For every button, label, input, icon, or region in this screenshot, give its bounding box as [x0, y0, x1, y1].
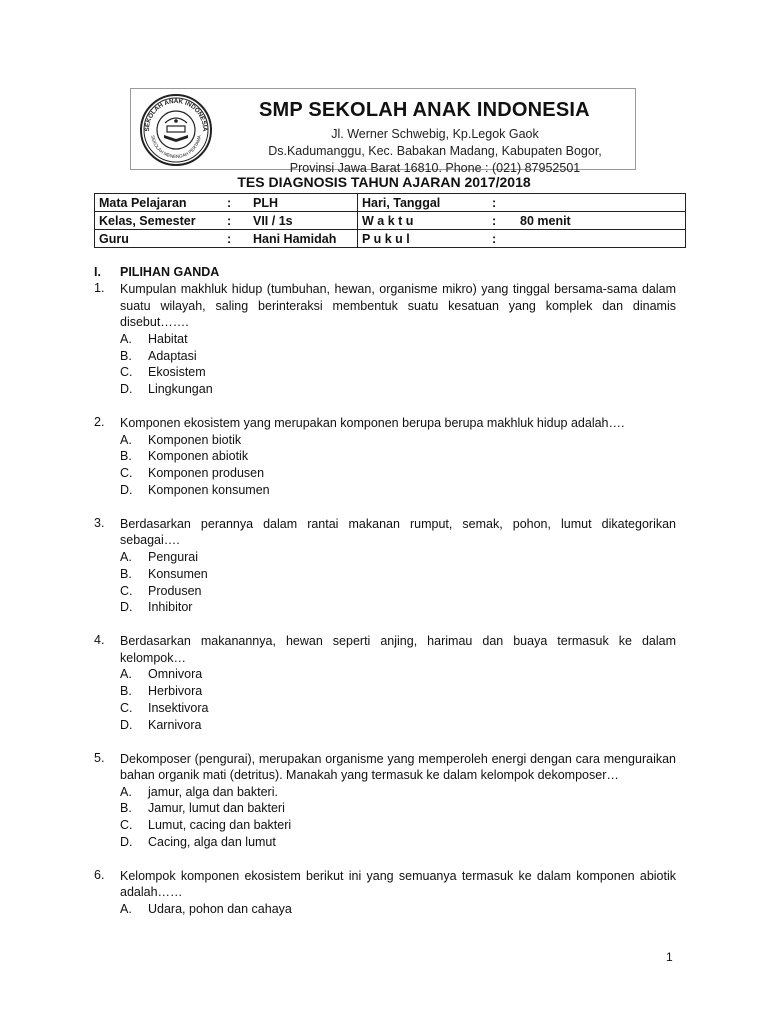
question-item [94, 516, 676, 616]
option-text: Adaptasi [148, 348, 197, 363]
option-text: Lingkungan [148, 382, 213, 397]
option-text: Udara, pohon dan cahaya [148, 902, 292, 917]
option-letter: C. [120, 365, 133, 380]
option-letter: D. [120, 382, 133, 397]
option-letter: C. [120, 583, 133, 598]
option-letter: B. [120, 566, 132, 581]
colon: : [223, 230, 249, 248]
option-text: Herbivora [148, 684, 203, 699]
option [120, 432, 676, 449]
section-heading [94, 265, 219, 279]
subject-label: Mata Pelajaran [95, 194, 224, 212]
option-text: Komponen produsen [148, 466, 265, 481]
question-number: 5. [94, 750, 105, 765]
option-letter: A. [120, 432, 132, 447]
address-line-1: Jl. Werner Schwebig, Kp.Legok Gaok [331, 127, 539, 141]
option-list [120, 666, 676, 733]
option-letter: D. [120, 835, 133, 850]
question-text: Dekomposer (pengurai), merupakan organisme yang memperoleh energi dengan cara menguraikan bahan organik mati (detritus). Manakah yang termasuk ke dalam kelompok dekomposer… [120, 751, 676, 783]
option [120, 583, 676, 600]
option-text: Produsen [148, 583, 202, 598]
colon: : [223, 194, 249, 212]
option [120, 834, 676, 851]
svg-text:SEKOLAH ANAK INDONESIA: SEKOLAH ANAK INDONESIA [143, 97, 209, 132]
option [120, 331, 676, 348]
option [120, 901, 676, 918]
option-text: Insektivora [148, 700, 209, 715]
question-item [94, 633, 676, 733]
option [120, 465, 676, 482]
option-text: Pengurai [148, 549, 199, 564]
info-row [95, 194, 686, 212]
option-text: Komponen biotik [148, 432, 242, 447]
teacher-value: Hani Hamidah [249, 230, 358, 248]
option-list [120, 432, 676, 499]
option-list [120, 331, 676, 398]
option [120, 381, 676, 398]
colon: : [488, 230, 516, 248]
option [120, 683, 676, 700]
question-number: 6. [94, 867, 105, 882]
section-title: PILIHAN GANDA [120, 265, 220, 279]
option [120, 482, 676, 499]
option [120, 784, 676, 801]
option [120, 800, 676, 817]
time-label: P u k u l [358, 230, 489, 248]
option-letter: D. [120, 717, 133, 732]
date-value [516, 194, 686, 212]
option [120, 348, 676, 365]
date-label: Hari, Tanggal [358, 194, 489, 212]
option-text: Habitat [148, 331, 188, 346]
question-item [94, 751, 676, 851]
option-text: jamur, alga dan bakteri. [148, 784, 278, 799]
option-text: Ekosistem [148, 365, 206, 380]
option-text: Cacing, alga dan lumut [148, 835, 276, 850]
duration-value: 80 menit [516, 212, 686, 230]
option [120, 448, 676, 465]
option-letter: B. [120, 449, 132, 464]
option-letter: C. [120, 818, 133, 833]
option-letter: C. [120, 466, 133, 481]
option [120, 700, 676, 717]
option-letter: B. [120, 684, 132, 699]
class-value: VII / 1s [249, 212, 358, 230]
school-header [130, 88, 636, 175]
question-text: Kumpulan makhluk hidup (tumbuhan, hewan, organisme mikro) yang tinggal bersama-sama dalam suatu wilayah, saling berinteraksi membentuk suatu kesatuan yang komplek dan dinamis disebut……. [120, 282, 676, 330]
option-letter: B. [120, 348, 132, 363]
option-text: Komponen konsumen [148, 482, 270, 497]
colon: : [488, 194, 516, 212]
colon: : [223, 212, 249, 230]
class-label: Kelas, Semester [95, 212, 224, 230]
option-letter: A. [120, 784, 132, 799]
option-list [120, 549, 676, 616]
time-value [516, 230, 686, 248]
question-text: Komponen ekosistem yang merupakan komponen berupa berupa makhluk hidup adalah…. [120, 415, 625, 430]
option-letter: A. [120, 902, 132, 917]
address-line-2: Ds.Kadumanggu, Kec. Babakan Madang, Kabupaten Bogor, [268, 144, 602, 158]
option-list [120, 784, 676, 851]
exam-info-table [94, 193, 686, 248]
option [120, 599, 676, 616]
option-letter: D. [120, 600, 133, 615]
question-number: 2. [94, 414, 105, 429]
question-item [94, 415, 676, 499]
exam-title: TES DIAGNOSIS TAHUN AJARAN 2017/2018 [237, 174, 531, 190]
option-text: Jamur, lumut dan bakteri [148, 801, 285, 816]
question-number: 3. [94, 515, 105, 530]
question-number: 1. [94, 281, 105, 295]
duration-label: W a k t u [358, 212, 489, 230]
option-text: Konsumen [148, 566, 208, 581]
option [120, 717, 676, 734]
option-letter: A. [120, 667, 132, 682]
option [120, 549, 676, 566]
option-letter: D. [120, 482, 133, 497]
section-number: I. [94, 265, 101, 279]
question-text: Berdasarkan perannya dalam rantai makanan rumput, semak, pohon, lumut dikategorikan sebagai…. [120, 516, 676, 548]
school-name: SMP SEKOLAH ANAK INDONESIA [259, 99, 590, 121]
option [120, 566, 676, 583]
question-number: 4. [94, 633, 105, 648]
option-text: Lumut, cacing dan bakteri [148, 818, 292, 833]
subject-value: PLH [249, 194, 358, 212]
page-number: 1 [666, 950, 673, 964]
school-seal-logo [139, 93, 213, 167]
address-line-3: Provinsi Jawa Barat 16810. Phone : (021) 87952501 [289, 161, 581, 175]
option-text: Karnivora [148, 717, 202, 732]
colon: : [488, 212, 516, 230]
option-text: Inhibitor [148, 600, 193, 615]
question-item [94, 868, 676, 918]
option [120, 817, 676, 834]
svg-text:SEKOLAH MENENGAH PERTAMA: SEKOLAH MENENGAH PERTAMA [150, 134, 202, 160]
question-text: Berdasarkan makanannya, hewan seperti anjing, harimau dan buaya termasuk ke dalam kelompok… [120, 634, 676, 665]
option-letter: C. [120, 700, 133, 715]
option-letter: B. [120, 801, 132, 816]
info-row [95, 212, 686, 230]
option-text: Omnivora [148, 667, 203, 682]
teacher-label: Guru [95, 230, 224, 248]
question-list [94, 281, 676, 935]
option [120, 666, 676, 683]
option-letter: A. [120, 549, 132, 564]
info-row [95, 230, 686, 248]
option [120, 364, 676, 381]
option-letter: A. [120, 331, 132, 346]
question-item [94, 281, 676, 398]
question-text: Kelompok komponen ekosistem berikut ini yang semuanya termasuk ke dalam komponen abiotik adalah…… [120, 868, 676, 900]
option-text: Komponen abiotik [148, 449, 249, 464]
option-list [120, 901, 676, 918]
